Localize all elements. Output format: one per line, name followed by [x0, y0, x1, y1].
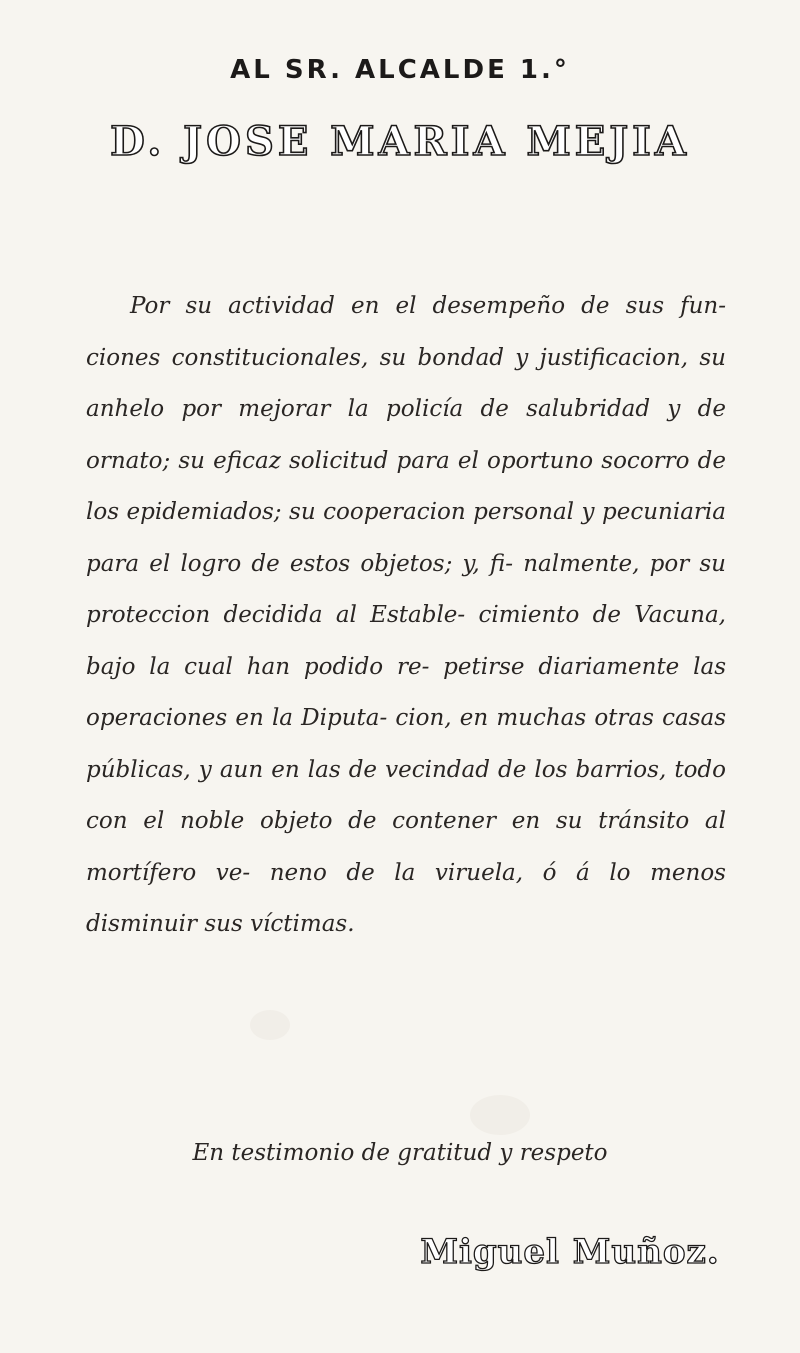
- closing-line: En testimonio de gratitud y respeto: [192, 1140, 608, 1166]
- signature: Miguel Muñoz.: [420, 1232, 720, 1272]
- paper-smudge: [470, 1095, 530, 1135]
- paper-smudge: [250, 1010, 290, 1040]
- dedicatee-name: D. JOSE MARIA MEJIA: [110, 118, 690, 165]
- dedication-body: Por su actividad en el desempeño de sus fun- ciones constitucionales, su bondad y justificacion, su anhelo por mejorar la policía de salubridad y de ornato; su eficaz solicitud para el oportuno socorro de los epidemiados; su cooperacion personal y pecuniaria para el logro de estos objetos; y, fi- nalmente, por su proteccion decidida al Estable- cimiento de Vacuna, bajo la cual han podido re- petirse diariamente las operaciones en la Diputa- cion, en muchas otras casas públicas, y aun en las de vecindad de los barrios, todo con el noble objeto de contener en su tránsito al mortífero ve- neno de la viruela, ó á lo menos disminuir sus víctimas.: [86, 293, 726, 937]
- dedication-heading: AL SR. ALCALDE 1.°: [230, 55, 570, 85]
